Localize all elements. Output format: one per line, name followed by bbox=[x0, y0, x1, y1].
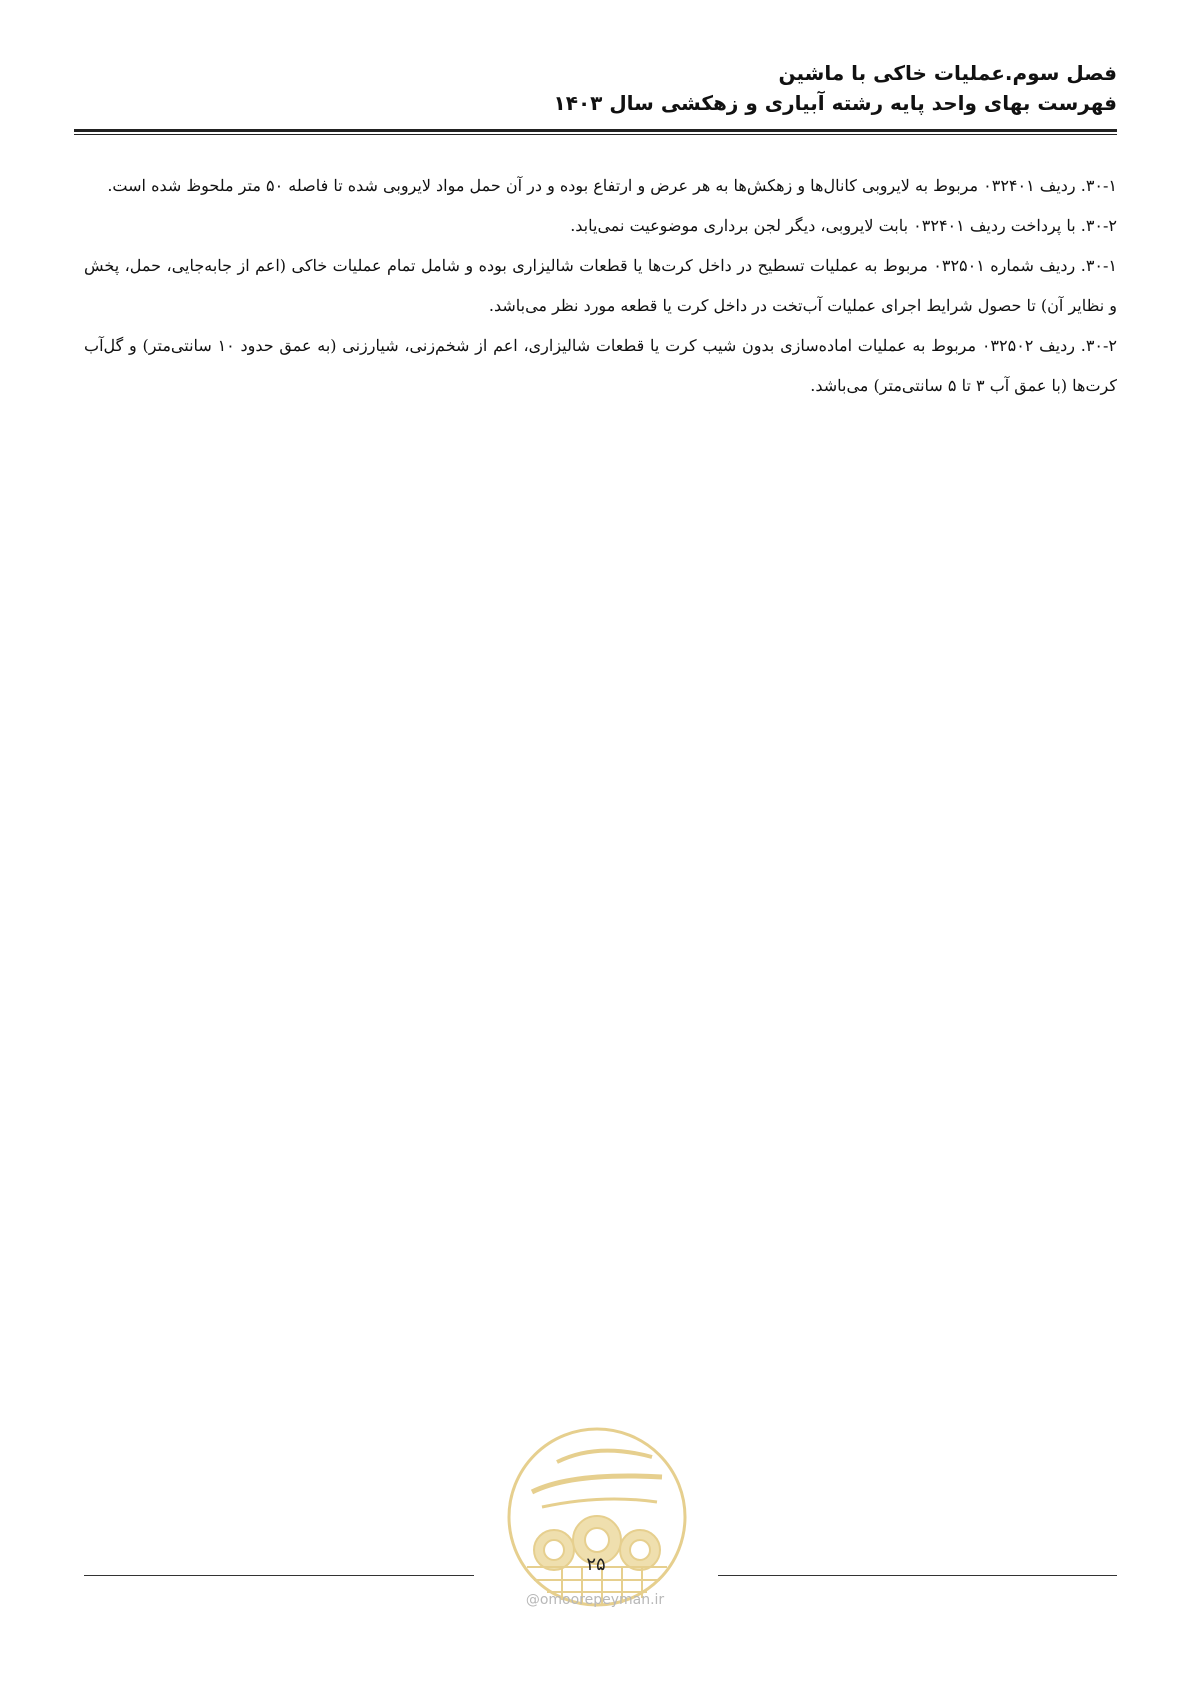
watermark-logo bbox=[502, 1422, 692, 1612]
chapter-title: فصل سوم.عملیات خاکی با ماشین bbox=[778, 61, 1117, 85]
header-divider-thin bbox=[74, 134, 1117, 135]
header-divider-thick bbox=[74, 129, 1117, 132]
paragraph-30-1-dredging: ۳۰-۱. ردیف ۰۳۲۴۰۱ مربوط به لایروبی کانال‌ها و زهکش‌ها به هر عرض و ارتفاع بوده و در آن حمل مواد لایروبی شده تا فاصله ۵۰ متر ملحوظ شده است. bbox=[107, 176, 1117, 195]
paragraph-30-1-leveling: ۳۰-۱. ردیف شماره ۰۳۲۵۰۱ مربوط به عملیات تسطیح در داخل کرت‌ها یا قطعات شالیزاری بوده و شامل تمام عملیات خاکی (اعم از جابه‌جایی، حمل، پخش و نظایر آن) تا حصول شرایط اجرای عملیات آب‌تخت در داخل کرت یا قطعه مورد نظر می‌باشد. bbox=[84, 256, 1117, 315]
page-header bbox=[74, 58, 1117, 118]
paragraph-30-2-preparation: ۳۰-۲. ردیف ۰۳۲۵۰۲ مربوط به عملیات اماده‌سازی بدون شیب کرت یا قطعات شالیزاری، اعم از شخم‌زنی، شیارزنی (به عمق حدود ۱۰ سانتی‌متر) و گل‌آب کرت‌ها (با عمق آب ۳ تا ۵ سانتی‌متر) می‌باشد. bbox=[84, 336, 1117, 395]
book-title: فهرست بهای واحد پایه رشته آبیاری و زهکشی سال ۱۴۰۳ bbox=[553, 91, 1117, 115]
site-credit: @omoorepeyman.ir bbox=[525, 1592, 665, 1608]
paragraph-30-2-sludge: ۳۰-۲. با پرداخت ردیف ۰۳۲۴۰۱ بابت لایروبی، دیگر لجن برداری موضوعیت نمی‌یابد. bbox=[570, 216, 1117, 235]
page-number: ۲۵ bbox=[586, 1554, 606, 1575]
footer-divider-right bbox=[718, 1575, 1117, 1576]
document-body bbox=[84, 166, 1117, 406]
footer-divider-left bbox=[84, 1575, 474, 1576]
